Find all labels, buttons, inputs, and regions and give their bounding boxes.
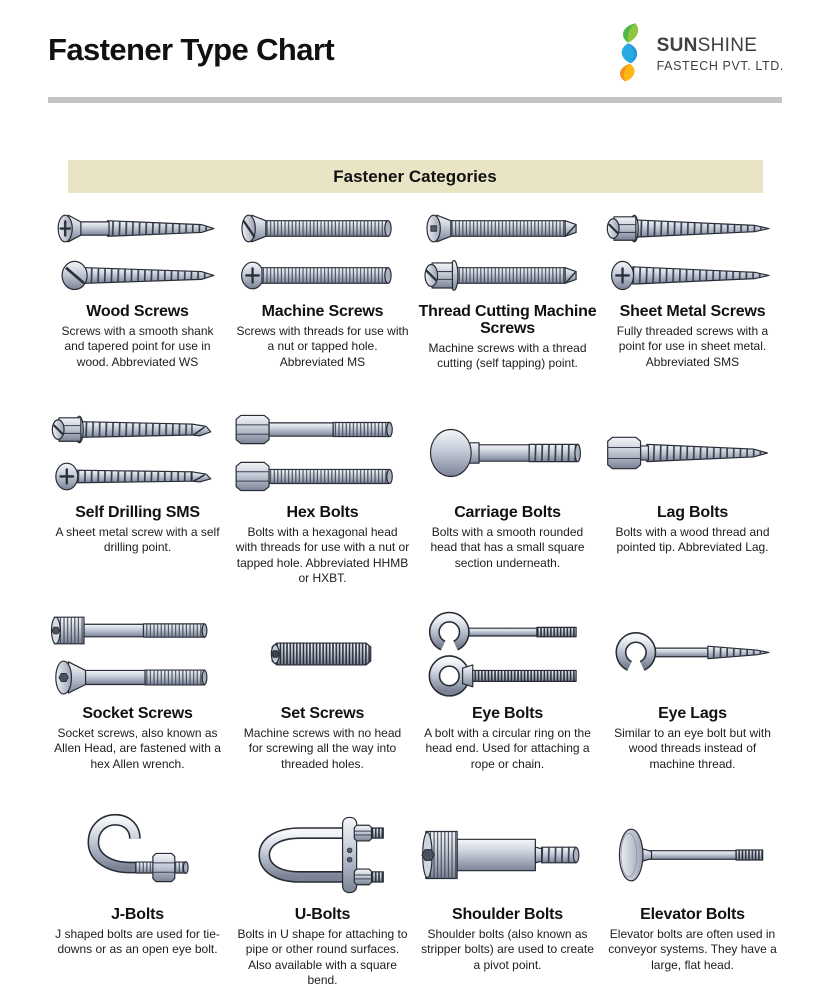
wood-screws-illustration [48,205,228,299]
fastener-description: Bolts in U shape for attaching to pipe or other round surfaces. Also available with a square bend. [237,926,408,987]
fastener-description: Bolts with a wood thread and pointed tip. Abbreviated Lag. [615,524,770,555]
eye-bolts-illustration [418,607,598,701]
fastener-description: A bolt with a circular ring on the head end. Used for attaching a rope or chain. [424,725,591,771]
categories-banner-label: Fastener Categories [333,166,497,186]
machine-screws-illustration [233,205,413,299]
fastener-name: Self Drilling SMS [75,504,200,521]
self-drilling-sms-illustration [48,406,228,500]
fastener-description: Similar to an eye bolt but with wood threads instead of machine thread. [614,725,771,771]
fastener-description: Machine screws with a thread cutting (self tapping) point. [428,340,587,370]
fastener-card-elevator-bolts [602,804,783,1005]
fastener-card-u-bolts [232,804,413,1005]
hex-bolts-illustration [233,406,413,500]
fastener-name: Hex Bolts [286,504,359,521]
lag-bolts-illustration [603,406,783,500]
fastener-description: Screws with a smooth shank and tapered point for use in wood. Abbreviated WS [61,323,214,369]
fastener-card-thread-cutting-machine-screws [417,201,598,402]
fastener-name: J-Bolts [111,906,164,923]
u-bolts-illustration [233,808,413,902]
brand-name: SUNSHINE [656,35,758,57]
fastener-name: Thread Cutting Machine Screws [418,303,597,337]
fastener-card-lag-bolts [602,402,783,603]
fastener-description: Shoulder bolts (also known as stripper bolts) are used to create a pivot point. [421,926,594,972]
fastener-name: Sheet Metal Screws [619,303,766,320]
fastener-figure [603,804,783,906]
fastener-figure [48,804,228,906]
fastener-figure [418,402,598,504]
fastener-description: A sheet metal screw with a self drilling point. [55,524,220,555]
fastener-figure [48,603,228,705]
fastener-description: J shaped bolts are used for tie-downs or as an open eye bolt. [55,926,220,957]
fastener-figure [418,804,598,906]
fastener-description: Elevator bolts are often used in conveyor systems. They have a large, flat head. [608,926,777,972]
fastener-card-eye-bolts [417,603,598,804]
thread-cutting-machine-screws-illustration [418,205,598,299]
socket-screws-illustration [48,607,228,701]
fastener-card-j-bolts [47,804,228,1005]
eye-lags-illustration [603,607,783,701]
sunshine-swirl-icon [610,22,648,82]
fastener-name: Eye Lags [658,705,727,722]
fastener-card-machine-screws [232,201,413,402]
fastener-description: Fully threaded screws with a point for use in sheet metal. Abbreviated SMS [616,323,769,369]
shoulder-bolts-illustration [418,808,598,902]
fastener-name: U-Bolts [294,906,351,923]
page-header [0,0,830,82]
carriage-bolts-illustration [418,406,598,500]
fastener-name: Carriage Bolts [454,504,561,521]
fastener-name: Socket Screws [82,705,193,722]
fastener-description: Bolts with a smooth rounded head that has a small square section underneath. [430,524,585,570]
sheet-metal-screws-illustration [603,205,783,299]
fastener-name: Lag Bolts [656,504,729,521]
fastener-card-eye-lags [602,603,783,804]
fastener-figure [233,603,413,705]
fastener-card-self-drilling-sms [47,402,228,603]
fastener-figure [418,603,598,705]
fastener-figure [48,201,228,303]
header-divider [48,97,782,103]
fastener-description: Screws with threads for use with a nut or tapped hole. Abbreviated MS [236,323,409,369]
fastener-figure [233,201,413,303]
fastener-figure [603,201,783,303]
fastener-card-socket-screws [47,603,228,804]
fastener-name: Machine Screws [261,303,384,320]
fastener-figure [418,201,598,303]
fastener-figure [603,402,783,504]
fastener-figure [48,402,228,504]
set-screws-illustration [233,607,413,701]
fastener-grid [47,201,783,1005]
brand-logo [610,22,784,82]
elevator-bolts-illustration [603,808,783,902]
fastener-card-carriage-bolts [417,402,598,603]
fastener-name: Eye Bolts [471,705,544,722]
fastener-card-shoulder-bolts [417,804,598,1005]
fastener-card-hex-bolts [232,402,413,603]
fastener-name: Shoulder Bolts [452,906,563,923]
fastener-figure [233,804,413,906]
fastener-description: Machine screws with no head for screwing all the way into threaded holes. [243,725,402,771]
fastener-name: Wood Screws [86,303,189,320]
fastener-name: Elevator Bolts [640,906,745,923]
fastener-card-set-screws [232,603,413,804]
fastener-description: Socket screws, also known as Allen Head, are fastened with a hex Allen wrench. [54,725,221,771]
fastener-figure [603,603,783,705]
fastener-description: Bolts with a hexagonal head with threads for use with a nut or tapped hole. Abbreviated HHMB or HXBT. [235,524,410,585]
fastener-card-wood-screws [47,201,228,402]
page-title: Fastener Type Chart [48,32,335,67]
fastener-figure [233,402,413,504]
fastener-card-sheet-metal-screws [602,201,783,402]
brand-subtitle: FASTECH PVT. LTD. [656,59,784,74]
fastener-name: Set Screws [280,705,365,722]
categories-banner [68,160,763,193]
brand-text [657,36,784,74]
j-bolts-illustration [48,808,228,902]
